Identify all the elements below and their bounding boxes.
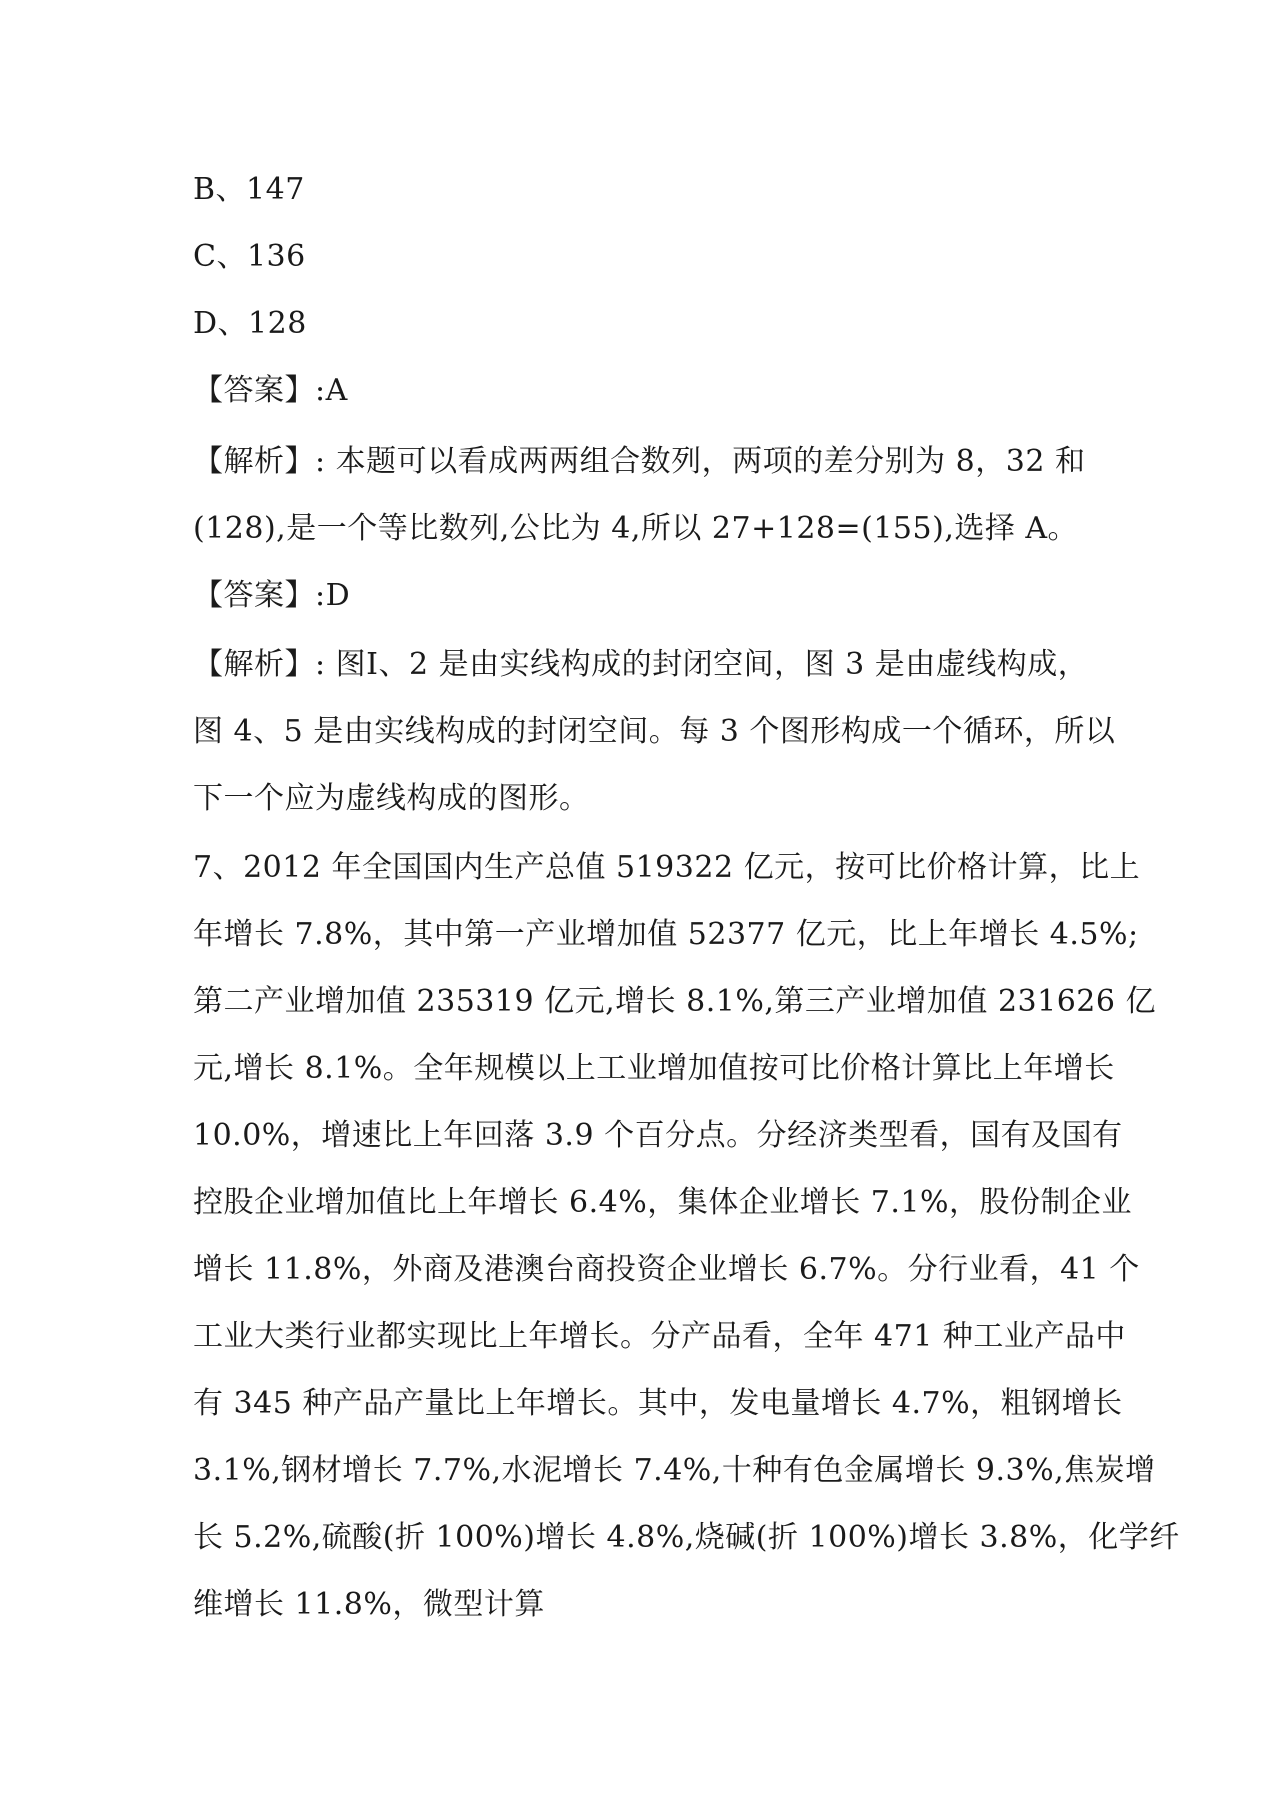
analysis-1-line: (128),是一个等比数列,公比为 4,所以 27+128=(155),选择 A。 <box>193 511 1079 546</box>
question-7-line: 3.1%,钢材增长 7.7%,水泥增长 7.4%,十种有色金属增长 9.3%,焦炭增 <box>193 1453 1156 1488</box>
analysis-2-line: 【解析】: 图Ⅰ、2 是由实线构成的封闭空间，图 3 是由虚线构成， <box>193 647 1089 682</box>
option-b: B、147 <box>193 172 305 207</box>
question-7-line: 长 5.2%,硫酸(折 100%)增长 4.8%,烧碱(折 100%)增长 3.8%，化学纤 <box>193 1520 1180 1555</box>
question-7-line: 维增长 11.8%，微型计算 <box>193 1587 545 1622</box>
question-7-line: 增长 11.8%，外商及港澳台商投资企业增长 6.7%。分行业看，41 个 <box>193 1252 1140 1287</box>
question-7-line: 10.0%，增速比上年回落 3.9 个百分点。分经济类型看，国有及国有 <box>193 1118 1123 1153</box>
question-7-line: 有 345 种产品产量比上年增长。其中，发电量增长 4.7%，粗钢增长 <box>193 1386 1123 1421</box>
question-7-line: 年增长 7.8%，其中第一产业增加值 52377 亿元，比上年增长 4.5%; <box>193 917 1139 952</box>
question-7-line: 7、2012 年全国国内生产总值 519322 亿元，按可比价格计算，比上 <box>193 850 1141 885</box>
question-7-line: 工业大类行业都实现比上年增长。分产品看，全年 471 种工业产品中 <box>193 1319 1126 1354</box>
analysis-1-line: 【解析】: 本题可以看成两两组合数列，两项的差分别为 8，32 和 <box>193 444 1086 479</box>
answer-2: 【答案】:D <box>193 578 351 613</box>
analysis-2-line: 图 4、5 是由实线构成的封闭空间。每 3 个图形构成一个循环，所以 <box>193 714 1116 749</box>
option-d: D、128 <box>193 306 307 341</box>
analysis-2-line: 下一个应为虚线构成的图形。 <box>193 781 590 816</box>
question-7-line: 元,增长 8.1%。全年规模以上工业增加值按可比价格计算比上年增长 <box>193 1051 1115 1086</box>
question-7-line: 第二产业增加值 235319 亿元,增长 8.1%,第三产业增加值 231626 亿 <box>193 984 1157 1019</box>
question-7-line: 控股企业增加值比上年增长 6.4%，集体企业增长 7.1%，股份制企业 <box>193 1185 1133 1220</box>
analysis-1 <box>193 428 1093 562</box>
option-c: C、136 <box>193 239 306 274</box>
question-7 <box>193 834 1180 1638</box>
answer-1: 【答案】:A <box>193 373 348 408</box>
analysis-2 <box>193 631 1116 832</box>
